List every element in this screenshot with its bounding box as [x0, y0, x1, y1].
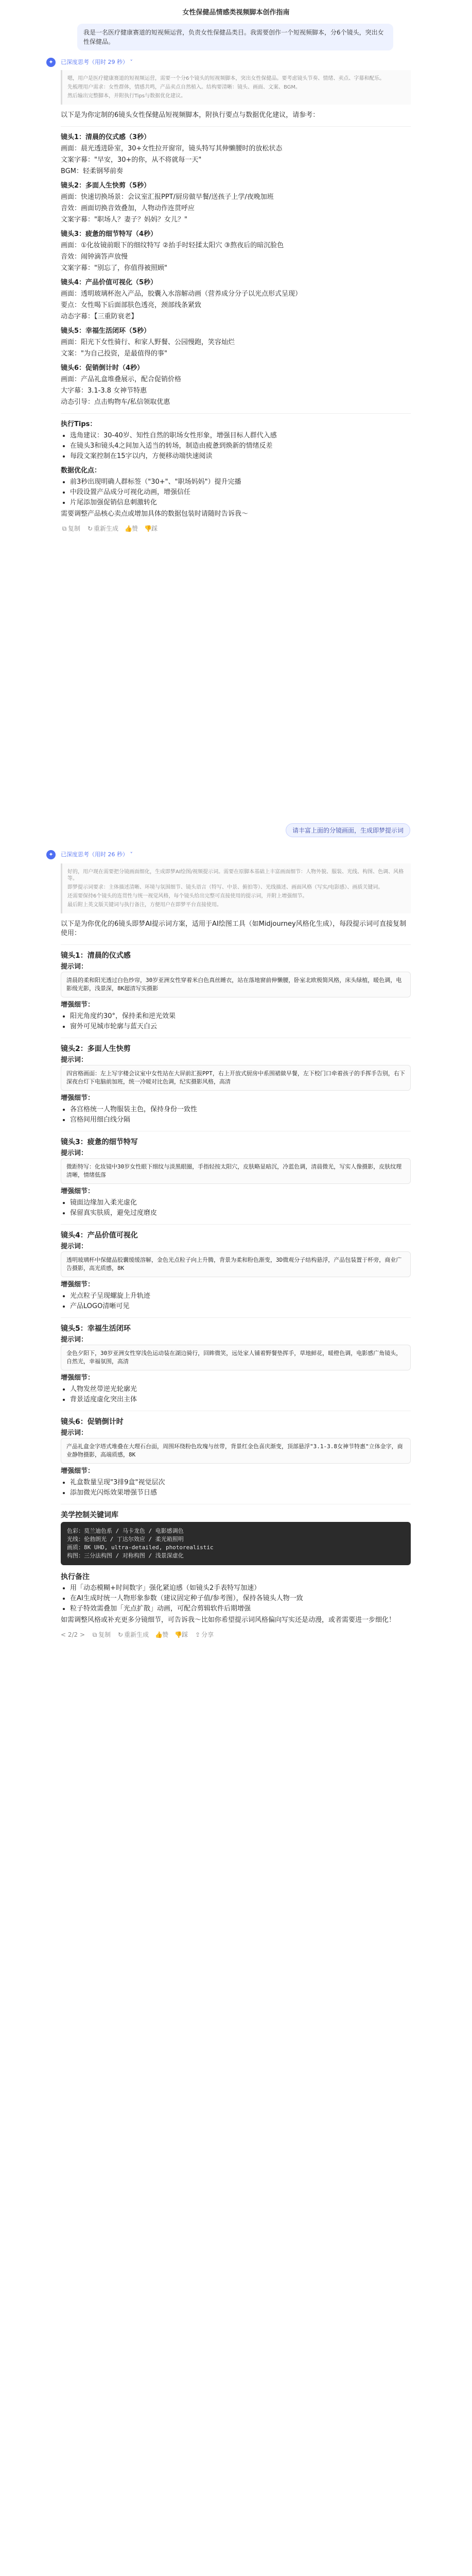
deep-think-toggle[interactable]: 已深度思考（用时 29 秒） ˅: [61, 59, 133, 65]
list-item: • 礼盒数量呈现"3排9盒"视觉层次: [70, 1478, 411, 1487]
list-item: • 保留真实肤质，避免过度磨皮: [70, 1209, 411, 1218]
followup-text: 需要调整产品核心卖点或增加具体的数据包装时请随时告诉我～: [61, 510, 249, 518]
list-item: • 每段文案控制在15字以内，方便移动端快速阅读: [70, 452, 411, 461]
assistant-avatar: ✦: [46, 58, 56, 67]
pager[interactable]: < 2/2 >: [61, 1631, 85, 1638]
list-item: • 选角建议：30-40岁、知性自然的职场女性形象，增强目标人群代入感: [70, 431, 411, 440]
list-item: • 片尾添加强促销信息刺激转化: [70, 498, 411, 507]
second-reply: [61, 863, 411, 1639]
shot-block: 镜头6：促销倒计时 提示词： 产品礼盒金字塔式堆叠在大理石台面，周围环绕粉色玫瑰与丝带，背景红金色喜庆渐变，顶部悬浮"3.1-3.8女神节特惠"立体金字，商业静物摄影，高端质感，8K 增强细节： • 礼盒数量呈现"3排9盒"视觉层次 • 添加微光闪烁效果增强节日感: [61, 1417, 411, 1498]
list-item: • 中段设置产品成分可视化动画，增强信任: [70, 488, 411, 497]
list-item: • 光点粒子呈现螺旋上升轨迹: [70, 1292, 411, 1301]
prompt-box[interactable]: 产品礼盒金字塔式堆叠在大理石台面，周围环绕粉色玫瑰与丝带，背景红金色喜庆渐变，顶部悬浮"3.1-3.8女神节特惠"立体金字，商业静物摄影，高端质感，8K: [61, 1438, 411, 1464]
dislike-button[interactable]: 👎踩: [174, 1631, 188, 1638]
shot-block: 镜头4：产品价值可视化（5秒） 画面：透明玻璃杯泡入产品，胶囊入水溶解动画（营养成分分子以光点形式呈现） 要点：女性喝下后面部肤色透亮，颈部线条紧致 动态字幕：【三重防衰老】: [61, 279, 302, 320]
code-block[interactable]: 色彩：莫兰迪色系 / 马卡龙色 / 电影感调色 光线：伦勃朗光 / 丁达尔效应 / 柔光箱照明 画质：8K UHD, ultra-detailed, photorealistic 构图：三分法构图 / 对称构图 / 浅景深虚化: [61, 1522, 411, 1565]
thumbs-up-icon: 👍: [155, 1631, 163, 1638]
copy-button[interactable]: ⧉ 复制: [91, 1630, 111, 1639]
reply-intro: 以下是为你定制的6镜头女性保健品短视频脚本，附执行要点与数据优化建议，请参考：: [61, 111, 320, 119]
shot-block: 镜头5：幸福生活闭环（5秒） 画面：阳光下女性骑行、和家人野餐、公园慢跑，笑容灿烂 文案："为自己投资，是最值得的事": [61, 327, 235, 358]
copy-icon: ⧉: [92, 1631, 97, 1638]
shot-block: 镜头3：疲惫的细节特写（4秒） 画面：①化妆镜前眼下的细纹特写 ②抬手时轻揉太阳穴 ③熬夜后的暗沉脸色 音效：闹钟滴答声放慢 文案字幕："别忘了，你值得被照顾": [61, 230, 284, 272]
first-reply: [61, 70, 411, 533]
list-item: • 用「动态模糊+时间数字」强化紧迫感（如镜头2手表特写加速）: [70, 1584, 411, 1593]
user-message: 我是一名医疗健康赛道的短视频运营，负责女性保健品类目。我需要创作一个短视频脚本，分6个镜头，突出女性保健品。: [77, 24, 393, 50]
refresh-icon: ↻: [87, 525, 93, 532]
share-icon: ⇪: [195, 1631, 201, 1638]
notes-heading: 执行备注: [61, 1573, 90, 1581]
thinking-block: 嗯，用户是医疗健康赛道的短视频运营，需要一个分6个镜头的短视频脚本，突出女性保健品。要考虑镜头节奏、情绪、卖点、字幕和配乐。 先梳理用户需求：女性群体，情感共鸣，产品卖点自然植入。结构要清晰：镜头、画面、文案、BGM。 然后输出完整脚本，并附执行Tips与数据优化建议。: [61, 70, 411, 105]
prompt-box[interactable]: 透明玻璃杯中保健品胶囊缓缓溶解，金色光点粒子向上升腾，背景为柔和粉色渐变，3D微观分子结构悬浮，产品包装置于杯旁，商业广告摄影，高光质感，8K: [61, 1251, 411, 1277]
deep-think-toggle[interactable]: 已深度思考（用时 26 秒） ˅: [61, 851, 133, 858]
shot-block: 镜头4：产品价值可视化 提示词： 透明玻璃杯中保健品胶囊缓缓溶解，金色光点粒子向上升腾，背景为柔和粉色渐变，3D微观分子结构悬浮，产品包装置于杯旁，商业广告摄影，高光质感，8K 增强细节： • 光点粒子呈现螺旋上升轨迹 • 产品LOGO清晰可见: [61, 1231, 411, 1311]
regenerate-button[interactable]: ↻ 重新生成: [87, 525, 119, 532]
shot-block: 镜头2：多面人生快剪（5秒） 画面：快速切换场景：会议室汇报PPT/厨房做早餐/送孩子上学/夜晚加班 音效：画面切换音效叠加，人物动作连贯呼应 文案字幕："职场人？妻子？妈妈？女儿？": [61, 182, 274, 224]
followup-text: 如需调整风格或补充更多分镜细节，可告诉我～比如你希望提示词风格偏向写实还是动漫，或者需要进一步细化！: [61, 1616, 396, 1624]
like-button[interactable]: 👍赞: [155, 1631, 169, 1638]
thumbs-down-icon: 👎: [144, 525, 152, 532]
regenerate-button[interactable]: ↻ 重新生成: [118, 1631, 149, 1638]
message-actions: [61, 1630, 411, 1639]
copy-icon: ⧉: [62, 525, 67, 532]
page-title: 女性保健品情感类视频脚本创作指南: [182, 8, 290, 16]
list-item: • 在AI生成时统一人物形象参数（建议固定种子值/参考图），保持各镜头人物一致: [70, 1594, 411, 1603]
refresh-icon: ↻: [118, 1631, 124, 1638]
list-item: • 产品LOGO清晰可见: [70, 1302, 411, 1311]
share-button[interactable]: ⇪ 分享: [195, 1631, 214, 1638]
prompt-box[interactable]: 金色夕阳下，30岁亚洲女性穿浅色运动装在湖边骑行，回眸微笑，远处家人铺着野餐垫挥手，草地鲜花，暖橙色调，电影感广角镜头，自然光，幸福氛围，高清: [61, 1345, 411, 1370]
vocab-heading: 美学控制关键词库: [61, 1511, 118, 1519]
data-heading: 数据优化点：: [61, 467, 101, 474]
dislike-button[interactable]: 👎踩: [144, 525, 158, 532]
list-item: • 前3秒出现明确人群标签（"30+"、"职场妈妈"）提升完播: [70, 478, 411, 487]
list-item: • 粒子特效需叠加「光点扩散」动画，可配合剪辑软件后期增强: [70, 1604, 411, 1614]
list-item: • 窗外可见城市轮廓与蓝天白云: [70, 1022, 411, 1031]
shot-block: 镜头5：幸福生活闭环 提示词： 金色夕阳下，30岁亚洲女性穿浅色运动装在湖边骑行，回眸微笑，远处家人铺着野餐垫挥手，草地鲜花，暖橙色调，电影感广角镜头，自然光，幸福氛围，高清 增强细节： • 人物发丝带逆光轮廓光 • 背景适度虚化突出主体: [61, 1324, 411, 1404]
prompt-box[interactable]: 微距特写：化妆镜中30岁女性眼下细纹与淡黑眼圈，手指轻按太阳穴，皮肤略显暗沉，冷蓝色调，清晨微光，写实人像摄影，皮肤纹理清晰，情绪低落: [61, 1158, 411, 1184]
copy-button[interactable]: ⧉ 复制: [61, 524, 80, 533]
list-item: • 人物发丝带逆光轮廓光: [70, 1385, 411, 1394]
thumbs-down-icon: 👎: [174, 1631, 183, 1638]
shot-block: 镜头6：促销倒计时（4秒） 画面：产品礼盒堆叠展示，配合促销价格 大字幕：3.1-3.8 女神节特惠 动态引导：点击购物车/私信领取优惠: [61, 364, 182, 406]
suggestion-chip[interactable]: 请丰富上面的分镜画面，生成即梦提示词: [286, 823, 410, 837]
shot-block: 镜头3：疲惫的细节特写 提示词： 微距特写：化妆镜中30岁女性眼下细纹与淡黑眼圈，手指轻按太阳穴，皮肤略显暗沉，冷蓝色调，清晨微光，写实人像摄影，皮肤纹理清晰，情绪低落 增强细节： • 镜面边缘加入柔光虚化 • 保留真实肤质，避免过度磨皮: [61, 1138, 411, 1218]
thumbs-up-icon: 👍: [125, 525, 132, 532]
thinking-block: 好的，用户现在需要把分镜画面细化，生成即梦AI绘图/视频提示词。需要在原脚本基础上丰富画面细节：人物外貌、服装、光线、构图、色调、风格等。 即梦提示词要求：主体描述清晰、环境与氛围细节、镜头语言（特写、中景、俯拍等）、光线描述、画面风格（写实/电影感）、画质关键词。 还需要保持6个镜头的连贯性与统一视觉风格，每个镜头给出完整可直接使用的提示词，并附上增强细节。 最后附上英文版关键词与执行备注，方便用户在即梦平台直接使用。: [61, 863, 411, 913]
list-item: • 宫格间用细白线分隔: [70, 1115, 411, 1125]
list-item: • 镜面边缘加入柔光虚化: [70, 1198, 411, 1208]
message-actions: [61, 524, 411, 533]
list-item: • 添加微光闪烁效果增强节日感: [70, 1488, 411, 1498]
assistant-avatar: ✦: [46, 850, 56, 859]
prompt-box[interactable]: 清晨的柔和阳光透过白色纱帘，30岁亚洲女性穿着米白色真丝睡衣，站在落地窗前伸懒腰，卧室北欧极简风格，床头绿植，暖色调，电影级光影，浅景深，8K超清写实摄影: [61, 972, 411, 997]
reply-intro: 以下是为你优化的6镜头即梦AI提示词方案，适用于AI绘图工具（如Midjourney风格化生成），每段提示词可直接复制使用：: [61, 920, 407, 937]
shot-block: 镜头1：清晨的仪式感（3秒） 画面：晨光透进卧室，30+女性拉开窗帘，镜头特写其伸懒腰时的放松状态 文案字幕："早安，30+的你，从不将就每一天" BGM：轻柔钢琴前奏: [61, 133, 283, 175]
shot-block: 镜头2：多面人生快剪 提示词： 四宫格画面：左上写字楼会议室中女性站在大屏前汇报PPT，右上开放式厨房中系围裙做早餐，左下校门口牵着孩子的手挥手告别，右下深夜台灯下电脑前加班，统一冷暖对比色调，纪实摄影风格，高清 增强细节： • 各宫格统一人物服装主色，保持身份一致性 • 宫格间用细白线分隔: [61, 1044, 411, 1125]
prompt-box[interactable]: 四宫格画面：左上写字楼会议室中女性站在大屏前汇报PPT，右上开放式厨房中系围裙做早餐，左下校门口牵着孩子的手挥手告别，右下深夜台灯下电脑前加班，统一冷暖对比色调，纪实摄影风格，高清: [61, 1065, 411, 1091]
list-item: • 阳光角度约30°，保持柔和逆光效果: [70, 1012, 411, 1021]
tips-heading: 执行Tips：: [61, 420, 97, 428]
like-button[interactable]: 👍赞: [125, 525, 138, 532]
list-item: • 背景适度虚化突出主体: [70, 1395, 411, 1404]
list-item: • 各宫格统一人物服装主色，保持身份一致性: [70, 1105, 411, 1114]
shot-block: 镜头1：清晨的仪式感 提示词： 清晨的柔和阳光透过白色纱帘，30岁亚洲女性穿着米白色真丝睡衣，站在落地窗前伸懒腰，卧室北欧极简风格，床头绿植，暖色调，电影级光影，浅景深，8K超清写实摄影 增强细节： • 阳光角度约30°，保持柔和逆光效果 • 窗外可见城市轮廓与蓝天白云: [61, 951, 411, 1031]
list-item: • 在镜头3和镜头4之间加入适当的转场，制造由疲惫到焕新的情绪反差: [70, 442, 411, 451]
